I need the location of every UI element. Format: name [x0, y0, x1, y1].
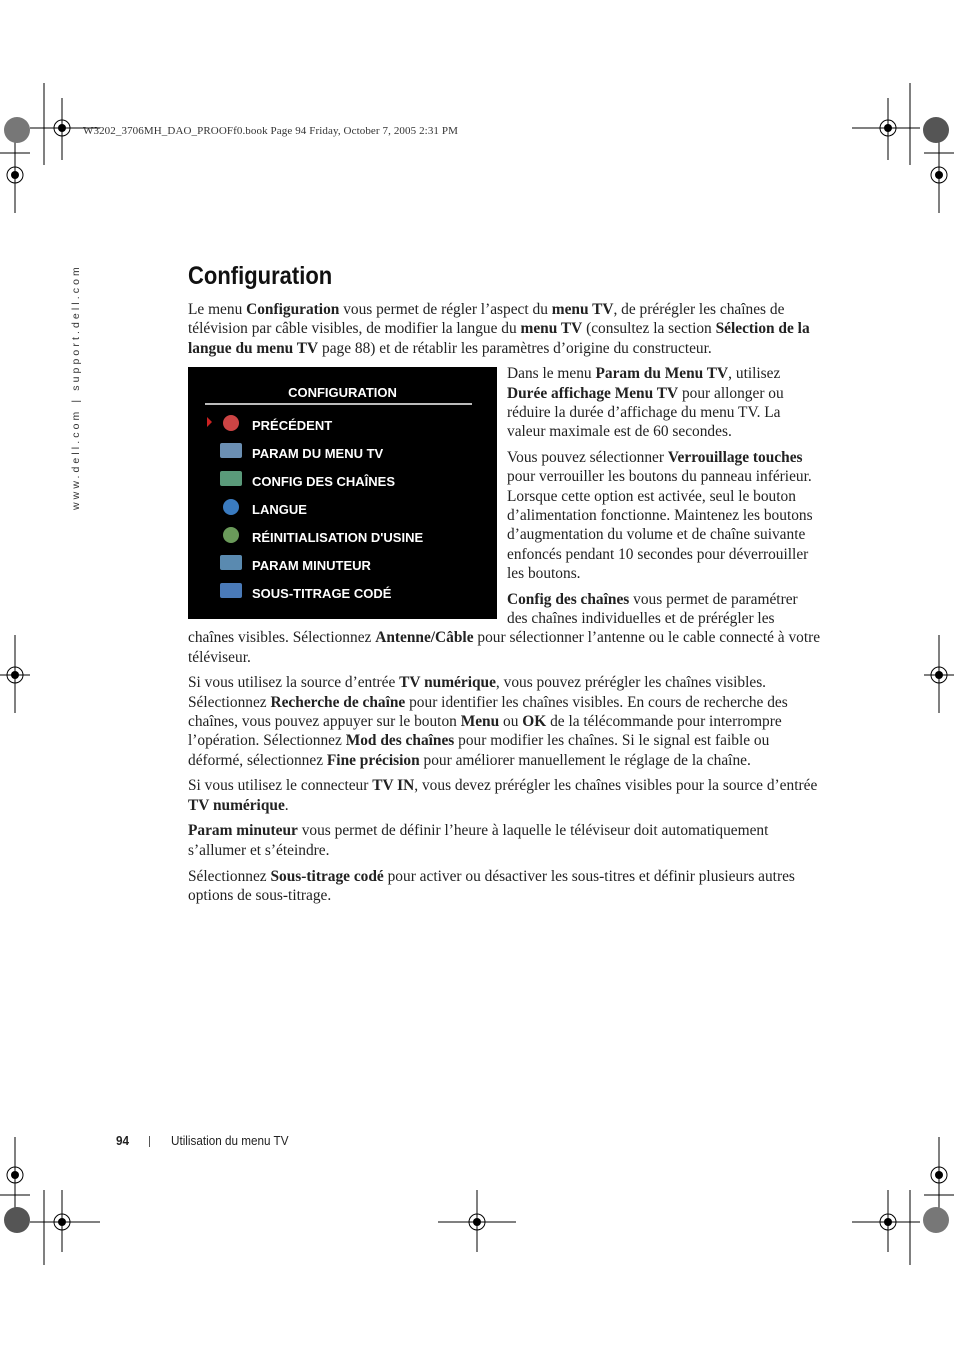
- channels-icon: [220, 471, 242, 486]
- paragraph: [188, 300, 822, 358]
- bold-term: Fine précision: [326, 751, 420, 769]
- bold-term: TV IN: [372, 777, 415, 795]
- side-url-text: www.dell.com | support.dell.com: [70, 264, 82, 510]
- bold-term: menu TV: [551, 301, 614, 318]
- menu-item-label: RÉINITIALISATION D'USINE: [252, 530, 424, 546]
- text-run: , vous devez prérégler les chaînes visibles pour la source d’entrée: [414, 777, 818, 795]
- bold-term: Antenne/Câble: [375, 629, 474, 647]
- bold-term: Verrouillage touches: [667, 449, 803, 467]
- text-run: pour activer ou désactiver les sous-titres et définir plusieurs autres options de sous-titrage.: [188, 867, 795, 904]
- paragraph: [188, 673, 822, 769]
- text-run: de la télécommande pour interrompre l’opération. Sélectionnez: [188, 712, 782, 750]
- text-run: pour sélectionner l’antenne ou le cable connecté à votre téléviseur.: [188, 629, 821, 666]
- bold-term: Configuration: [246, 301, 340, 318]
- text-run: vous permet de paramétrer des chaînes individuelles et de prérégler les chaînes visibles. Sélectionnez: [188, 590, 798, 647]
- footer-separator: [149, 1136, 150, 1147]
- text-run: (consultez la section: [582, 320, 716, 338]
- bold-term: Mod des chaînes: [345, 732, 455, 750]
- body-text: [188, 300, 822, 912]
- bold-term: Durée affichage Menu TV: [507, 384, 679, 402]
- bold-term: Param du Menu TV: [595, 365, 729, 383]
- text-run: , utilisez: [728, 365, 781, 383]
- paragraph: [188, 776, 822, 815]
- text-run: .: [284, 796, 289, 814]
- text-run: vous permet de définir l’heure à laquelle le téléviseur doit automatiquement s’allumer et s’éteindre.: [188, 822, 769, 859]
- menu-item-label: CONFIG DES CHAÎNES: [252, 474, 396, 490]
- bold-term: OK: [522, 712, 547, 730]
- paragraph: [188, 821, 822, 860]
- bold-term: menu TV: [520, 320, 583, 338]
- bold-term: TV numérique: [188, 796, 285, 814]
- text-run: pour verrouiller les boutons du panneau inférieur. Lorsque cette option est activée, seul le bouton d’alimentation fonctionne. Maintenez les boutons d’augmentation du volume et de chaîne suivante enfoncés pendant 10 secondes pour déverrouiller les boutons.: [507, 468, 813, 582]
- menu-item-label: SOUS-TITRAGE CODÉ: [252, 586, 392, 602]
- text-run: Sélectionnez: [188, 867, 271, 885]
- globe-icon: [223, 499, 239, 515]
- text-run: vous permet de régler l’aspect du: [339, 301, 552, 318]
- reset-icon: [223, 527, 239, 543]
- text-run: Si vous utilisez la source d’entrée: [188, 674, 400, 692]
- bold-term: Menu: [460, 712, 500, 730]
- back-icon: [223, 415, 239, 431]
- text-run: Dans le menu: [507, 365, 596, 383]
- cc-icon: [220, 583, 242, 598]
- menu-item-label: PARAM DU MENU TV: [252, 446, 384, 462]
- selection-arrow-icon: [207, 417, 212, 427]
- bold-term: Sous-titrage codé: [270, 867, 384, 885]
- bold-term: TV numérique: [399, 674, 496, 692]
- menu-title: CONFIGURATION: [288, 385, 397, 401]
- text-run: pour modifier les chaînes. Si le signal est faible ou déformé, sélectionnez: [188, 732, 770, 769]
- timer-icon: [220, 555, 242, 570]
- page-title: Configuration: [188, 262, 333, 290]
- bold-term: Sélection de la langue du menu TV: [188, 320, 810, 357]
- bold-term: Config des chaînes: [507, 590, 630, 608]
- tv-menu-icon: [220, 443, 242, 458]
- bold-term: Param minuteur: [188, 822, 298, 840]
- paragraph: [188, 867, 822, 906]
- text-run: pour allonger ou réduire la durée d’affichage du menu TV. La valeur maximale est de 60 secondes.: [507, 384, 784, 441]
- menu-item-label: LANGUE: [252, 502, 307, 518]
- text-run: Si vous utilisez le connecteur: [188, 777, 373, 795]
- proof-header: W3202_3706MH_DAO_PROOFf0.book Page 94 Friday, October 7, 2005 2:31 PM: [83, 125, 458, 137]
- page-number: 94: [116, 1133, 130, 1148]
- text-run: pour améliorer manuellement le réglage de la chaîne.: [419, 751, 751, 769]
- text-run: page 88) et de rétablir les paramètres d’origine du constructeur.: [318, 339, 712, 357]
- menu-divider: [205, 403, 472, 405]
- text-run: Vous pouvez sélectionner: [507, 449, 668, 467]
- footer-section-title: Utilisation du menu TV: [171, 1133, 289, 1148]
- configuration-menu-image: [188, 367, 497, 619]
- text-run: pour identifier les chaînes visibles. En cours de recherche des chaînes, vous pouvez appuyer sur le bouton: [188, 693, 788, 730]
- text-run: Le menu: [188, 301, 247, 318]
- menu-item-label: PRÉCÉDENT: [252, 418, 333, 434]
- text-run: , vous pouvez prérégler les chaînes visibles. Sélectionnez: [188, 674, 767, 711]
- bold-term: Recherche de chaîne: [270, 693, 406, 711]
- text-run: , de prérégler les chaînes de télévision par câble visibles, de modifier la langue du: [188, 301, 785, 338]
- menu-item-label: PARAM MINUTEUR: [252, 558, 371, 574]
- text-run: ou: [499, 712, 523, 730]
